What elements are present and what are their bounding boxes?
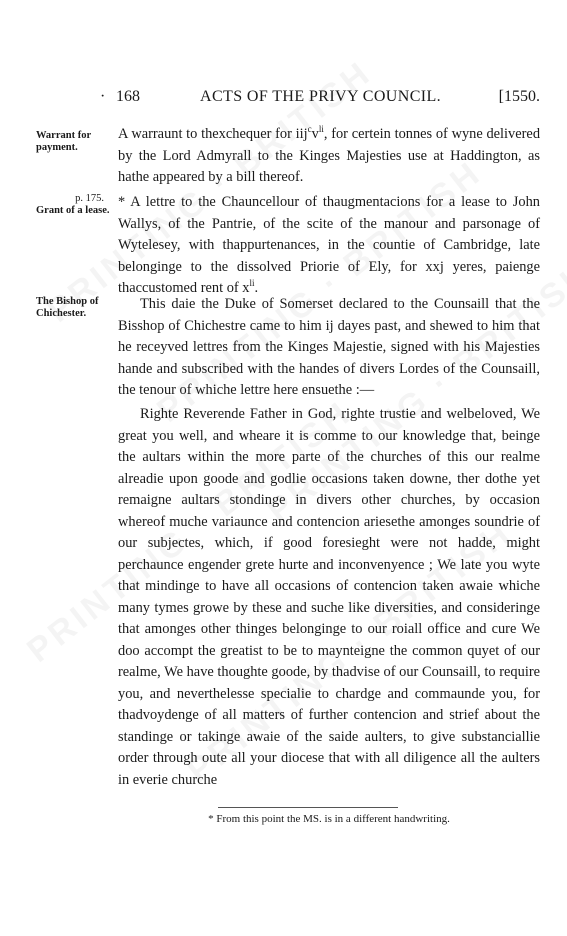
margin-note-grant — [36, 193, 112, 217]
paragraph-grant: * A lettre to the Chauncellour of thaugmentacions for a lease to John Wallys, of the Pantrie, of the scite of the manour and parsonage of Wytelesey, with thappurtenances, in the countie of Cambridge, late belonginge to the dissolved Priorie of Ely, for xxj yeres, paienge thaccustomed rent of $x^{li}$. — [118, 194, 540, 296]
paragraph-letter: Righte Reverende Father in God, righte trustie and welbeloved, We great you well, and wheare it is comme to our knowledge that, beinge the aultars within the more parte of the churches of this our realme alreadie upon goode and godlie occasions taken downe, ther dothe yet remaigne aultars stondinge in divers other churches, by occasion whereof muche variaunce and contencion ariesethe amonges soundrie of our subjectes, which, if good foresieght were not hadde, might perchaunce engender grete hurte and inconvenyence ; We late you wyte that mindinge to have all occasions of contencion taken awaie whiche many tymes growe by these and suche like diversities, and consideringe that amonges other thinges belonginge to our roiall office and cure We doo accompt the greatist to be to maynteigne the common quyet of our realme, We have thoughte goode, by thadvise of our Counsaill, to require you, and neverthelesse specialie to chardge and commaunde you, for thadvoydenge of all matters of further contencion and strief about the standinge or takinge awaie of the saide aulters, to give substanciallie order through oute all your diocese that with all diligence all the aulters in everie churche — [118, 406, 540, 788]
margin-note-bishop: The Bishop of Chichester. — [36, 296, 99, 319]
page-title: ACTS OF THE PRIVY COUNCIL. — [200, 88, 442, 105]
header-year: [1550. — [498, 88, 540, 105]
margin-note-grant-label: Grant of a lease. — [36, 205, 110, 216]
page-reference: p. 175. — [75, 193, 104, 204]
footnote-rule — [218, 807, 398, 808]
running-header — [100, 88, 540, 108]
paragraph-warrant: A warraunt to thexchequer for $iij^cv^{li}$, for certein tonnes of wyne delivered by the Lord Admyrall to the Kinges Majesties use at Haddington, as hathe appeared by a bill thereof. — [118, 124, 541, 185]
page-number: 168 — [116, 88, 140, 105]
footnote: * From this point the MS. is in a different handwriting. — [208, 813, 450, 825]
paragraph-bishop: This daie the Duke of Somerset declared to the Counsaill that the Bisshop of Chichestre came to him ij dayes past, and shewed to him that he receyved lettres from the Kinges Majestie, signed with his Majesties hande and subscribed with the handes of divers Lordes of the Counsaill, the tenour of whiche lettre here ensuethe :— — [118, 296, 540, 398]
header-dot: · — [100, 88, 106, 105]
margin-note-warrant: Warrant for payment. — [36, 130, 91, 153]
